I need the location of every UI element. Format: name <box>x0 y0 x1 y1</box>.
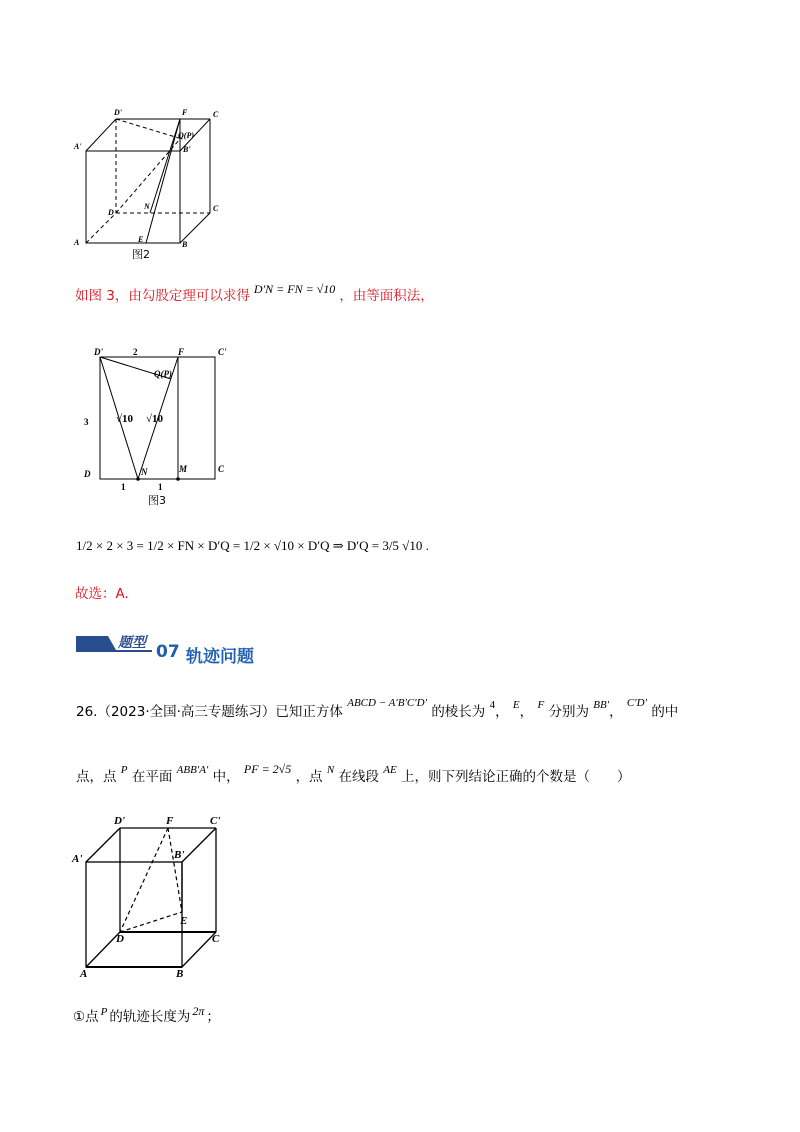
intro-prefix: 如图 3，由勾股定理可以求得 <box>75 288 250 304</box>
label-f-3: F <box>178 347 185 357</box>
math-four: 4 <box>489 699 496 711</box>
option-1-prefix: ①点 <box>73 1009 99 1025</box>
label-f: F <box>182 108 188 117</box>
math-bb: BB′ <box>593 699 610 711</box>
math-n: N <box>326 764 335 776</box>
label-c-top: C <box>213 110 219 119</box>
label-b-prime-4: B' <box>174 849 185 861</box>
label-n-3: N <box>141 467 148 477</box>
label-qp-3: Q(P) <box>154 369 172 379</box>
option-1-math-p: P <box>100 1006 108 1018</box>
label-d-4: D <box>116 933 124 945</box>
math-ae: AE <box>383 764 397 776</box>
label-root10-left: √10 <box>116 413 134 425</box>
option-1-suffix: ； <box>206 1009 220 1025</box>
intro-suffix: ，由等面积法， <box>339 288 434 304</box>
answer-text: 故选：A. <box>75 586 129 602</box>
label-c-3: C <box>218 464 225 474</box>
figure-3 <box>78 342 248 512</box>
label-f-4: F <box>166 815 174 827</box>
math-e: E <box>512 699 520 711</box>
fig3-intro-text <box>75 284 434 304</box>
text-point-2: ，点 <box>295 769 323 785</box>
text-question: 上，则下列结论正确的个数是（ ） <box>401 769 631 785</box>
cube-diagram-problem <box>70 812 240 987</box>
label-c-bottom: C <box>213 204 219 213</box>
section-header <box>76 632 276 666</box>
section-tag-label: 题型 <box>118 635 146 651</box>
label-two: 2 <box>133 347 138 357</box>
option-1 <box>73 1005 220 1025</box>
comma-3: ， <box>609 704 623 720</box>
comma-2: ， <box>519 704 534 720</box>
math-p: P <box>120 764 128 776</box>
label-d-prime: D' <box>114 108 122 117</box>
text-on-segment: 在线段 <box>338 769 379 785</box>
label-c-4: C <box>212 933 220 945</box>
label-b-4: B <box>176 968 184 980</box>
label-a-prime: A' <box>74 142 82 151</box>
math-f: F <box>537 699 545 711</box>
label-e: E <box>138 235 144 244</box>
section-number: 07 <box>156 642 180 662</box>
label-b: B <box>182 240 188 249</box>
intro-math: D′N = FN = √10 <box>253 282 336 296</box>
figure-2 <box>70 105 230 265</box>
option-1-math-2pi: 2π <box>192 1004 205 1018</box>
label-one-left: 1 <box>121 482 126 492</box>
label-root10-right: √10 <box>146 413 164 425</box>
problem-line-1 <box>76 697 679 720</box>
option-1-text: 的轨迹长度为 <box>109 1009 191 1025</box>
label-one-right: 1 <box>158 482 163 492</box>
label-d-prime-3: D' <box>94 347 103 357</box>
math-pf: PF = 2√5 <box>243 762 292 776</box>
text-respectively: 分别为 <box>548 704 589 720</box>
section-title: 轨迹问题 <box>186 647 254 667</box>
text-edge-length: 的棱长为 <box>431 704 486 720</box>
label-d-prime-4: D' <box>114 815 125 827</box>
figure-problem-cube <box>70 812 240 987</box>
text-midpoint-start: 的中 <box>651 704 679 720</box>
label-m-3: M <box>179 464 188 474</box>
math-cd: C′D′ <box>626 697 648 709</box>
comma-1: ， <box>495 704 509 720</box>
text-middle: 中， <box>212 769 240 785</box>
label-n: N <box>144 202 150 211</box>
label-a-4: A <box>80 968 88 980</box>
label-d-3: D <box>84 469 91 479</box>
label-c-prime-3: C' <box>218 347 227 357</box>
problem-line-2 <box>76 762 631 785</box>
label-three: 3 <box>84 417 89 427</box>
problem-source: 26.（2023·全国·高三专题练习）已知正方体 <box>76 704 343 720</box>
label-e-4: E <box>180 915 188 927</box>
fig3-caption: 图3 <box>148 494 166 507</box>
label-a-prime-4: A' <box>72 853 83 865</box>
math-plane: ABB′A′ <box>176 764 209 776</box>
text-point: 点，点 <box>76 769 117 785</box>
label-d: D <box>108 208 114 217</box>
square-diagram-fig3 <box>78 342 248 512</box>
cube-diagram-fig2 <box>70 105 230 265</box>
area-equation: 1/2 × 2 × 3 = 1/2 × FN × D′Q = 1/2 × √10 × D′Q ⇒ D′Q = 3/5 √10 . <box>76 538 429 553</box>
text-in-plane: 在平面 <box>131 769 173 785</box>
fig2-caption: 图2 <box>132 248 150 261</box>
label-b-prime: B' <box>183 145 191 154</box>
label-c-prime-4: C' <box>210 815 221 827</box>
label-qp: Q(P) <box>178 131 194 140</box>
math-cube-name: ABCD − A′B′C′D′ <box>347 697 428 709</box>
label-a: A <box>74 238 80 247</box>
